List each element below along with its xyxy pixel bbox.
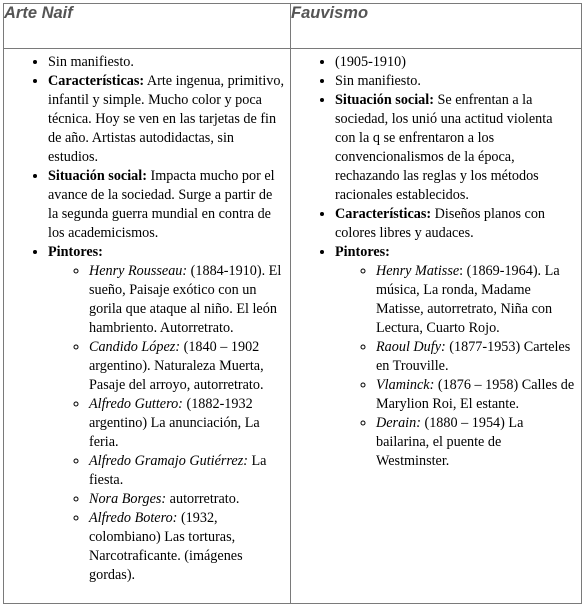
painter-name: Candido López: xyxy=(89,339,181,355)
painter-name: Alfredo Gramajo Gutiérrez: xyxy=(89,453,248,469)
item-label: Pintores: xyxy=(48,244,103,260)
item-text: Arte ingenua, primitivo, infantil y simple. Mucho color y poca técnica. Hoy se ven en las tarjetas de fin de año. Artistas autodidactas, sin estudios. xyxy=(48,73,285,165)
painter-works: (1884-1910). El sueño, Paisaje exótico con un gorila que ataque al niño. El león hambriento. Autorretrato. xyxy=(89,263,282,336)
cell-arte-naif xyxy=(4,49,291,604)
painter-item xyxy=(376,376,575,414)
painter-item xyxy=(89,490,284,509)
bullet-list xyxy=(4,53,284,585)
item-text: (1905-1910) xyxy=(335,54,406,70)
painter-works: (1877-1953) Carteles en Trouville. xyxy=(376,339,571,374)
painter-name: Derain: xyxy=(376,415,421,431)
painter-item xyxy=(89,452,284,490)
painter-works: (1882-1932 argentino) La anunciación, La feria. xyxy=(89,396,260,450)
list-item xyxy=(335,91,575,205)
list-item xyxy=(335,243,575,471)
painter-list xyxy=(335,262,575,471)
column-header-fauvismo: Fauvismo xyxy=(291,4,582,49)
item-text: Se enfrentan a la sociedad, los unió una actitud violenta con la q se enfrentaron a los convencionalismos de la época, rechazando las reglas y los métodos racionales establecidos. xyxy=(335,92,553,203)
painter-item xyxy=(89,395,284,452)
painter-works: : (1869-1964). La música, La ronda, Madame Matisse, autorretrato, Niña con Lectura, Cuarto Rojo. xyxy=(376,263,560,336)
painter-name: Henry Rousseau: xyxy=(89,263,188,279)
painter-works: (1880 – 1954) La bailarina, el puente de Westminster. xyxy=(376,415,524,469)
painter-item xyxy=(89,509,284,585)
painter-works: (1840 – 1902 argentino). Naturaleza Muerta, Pasaje del arroyo, autorretrato. xyxy=(89,339,264,393)
painter-name: Alfredo Guttero: xyxy=(89,396,183,412)
painter-works: autorretrato. xyxy=(166,491,240,507)
painter-name: Raoul Dufy: xyxy=(376,339,446,355)
column-header-arte-naif: Arte Naif xyxy=(4,4,291,49)
item-label: Situación social: xyxy=(48,168,147,184)
list-item xyxy=(335,72,575,91)
item-text: Sin manifiesto. xyxy=(335,73,421,89)
list-item xyxy=(48,72,284,167)
content-row xyxy=(4,49,582,604)
painter-item xyxy=(376,262,575,338)
painter-item xyxy=(376,338,575,376)
painter-item xyxy=(89,338,284,395)
painter-works: (1932, colombiano) Las torturas, Narcotraficante. (imágenes gordas). xyxy=(89,510,243,583)
item-text: Diseños planos con colores libres y audaces. xyxy=(335,206,546,241)
item-text: Sin manifiesto. xyxy=(48,54,134,70)
painter-list xyxy=(48,262,284,585)
painter-works: La fiesta. xyxy=(89,453,267,488)
item-label: Pintores: xyxy=(335,244,390,260)
painter-item xyxy=(89,262,284,338)
item-text: Impacta mucho por el avance de la sociedad. Surge a partir de la segunda guerra mundial en contra de los academicismos. xyxy=(48,168,275,241)
header-row xyxy=(4,4,582,49)
item-label: Características: xyxy=(335,206,432,222)
list-item xyxy=(48,243,284,585)
list-item xyxy=(48,167,284,243)
item-label: Situación social: xyxy=(335,92,434,108)
painter-works: (1876 – 1958) Calles de Marylion Roi, El estante. xyxy=(376,377,575,412)
painter-name: Vlaminck: xyxy=(376,377,435,393)
list-item xyxy=(335,53,575,72)
cell-fauvismo xyxy=(291,49,582,604)
list-item xyxy=(48,53,284,72)
item-label: Características: xyxy=(48,73,145,89)
painter-name: Henry Matisse xyxy=(376,263,460,279)
list-item xyxy=(335,205,575,243)
painter-item xyxy=(376,414,575,471)
bullet-list xyxy=(291,53,575,471)
painter-name: Alfredo Botero: xyxy=(89,510,178,526)
comparison-table xyxy=(3,3,582,604)
painter-name: Nora Borges: xyxy=(89,491,167,507)
